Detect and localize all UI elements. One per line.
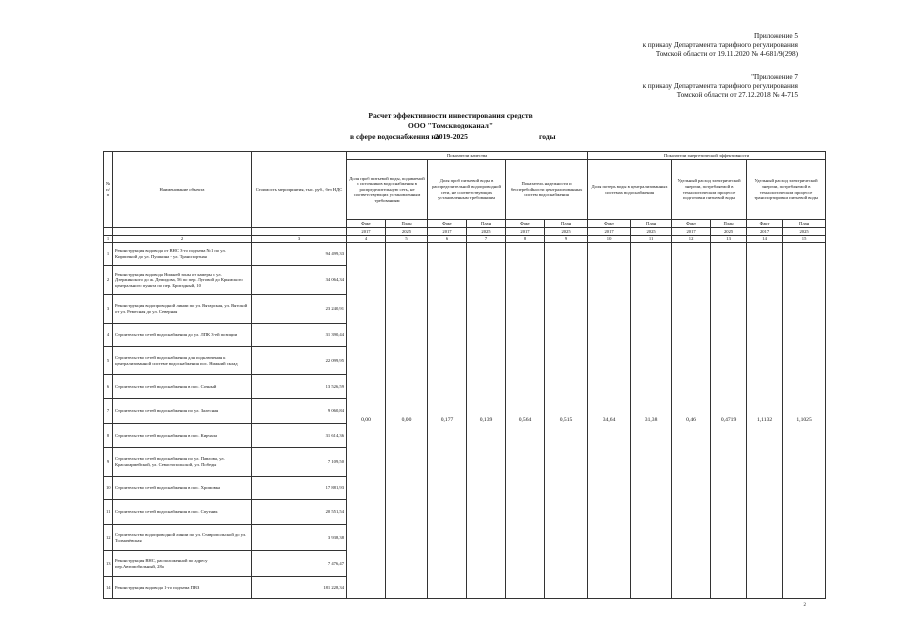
column-number: 7 xyxy=(467,236,506,243)
object-cost: 23 240,91 xyxy=(252,295,347,324)
object-name: Строительство сетей водоснабжения до ул. ЛПК 3-ей позиции xyxy=(113,324,252,347)
object-cost: 34 064,34 xyxy=(252,266,347,295)
object-name: Строительство водопроводной линии по ул. Ставропольской до ул. Толмачёвская xyxy=(113,525,252,551)
company-name: ООО "Томскводоканал" xyxy=(407,121,494,130)
fact-label: Факт xyxy=(588,220,631,228)
value-source-fact: 0,00 xyxy=(347,243,386,599)
year-label: 2017 xyxy=(506,228,545,236)
object-name: Реконструкция водовода Нижней зоны от камеры с ул. Дзержинского до ж. Демидова, 56 по пер. Луговой до Крымского центрального пункта по пер. Бригадный, 10 xyxy=(113,266,252,295)
fact-label: Факт xyxy=(672,220,711,228)
object-name: Строительство сетей водоснабжения в пос. Спутник xyxy=(113,500,252,525)
object-name: Строительство сетей водоснабжения по ул. Залесная xyxy=(113,399,252,424)
previous-appendix-line-2: к приказу Департамента тарифного регулирования xyxy=(642,82,798,90)
year-label: 2025 xyxy=(631,228,672,236)
value-network-fact: 0,177 xyxy=(428,243,467,599)
appendix-line-2: к приказу Департамента тарифного регулирования xyxy=(642,41,798,49)
column-number: 12 xyxy=(672,236,711,243)
group-header-energy: Показатели энергетической эффективности xyxy=(588,152,826,160)
col-header-num: № п/п xyxy=(104,152,113,228)
object-cost: 17 881,93 xyxy=(252,477,347,500)
object-name: Строительство сетей водоснабжения в пос. Хромовка xyxy=(113,477,252,500)
column-number: 8 xyxy=(506,236,545,243)
value-energy-prep-plan: 0,4719 xyxy=(711,243,747,599)
value-losses-fact: 34,64 xyxy=(588,243,631,599)
subtitle-prefix: в сфере водоснабжения на xyxy=(350,132,440,141)
document-title: Расчет эффективности инвестирования средств xyxy=(368,111,533,120)
row-number: 8 xyxy=(104,424,113,448)
column-number: 13 xyxy=(711,236,747,243)
sub-header-network-samples: Доля проб питьевой воды в распределительной водопроводной сети, не соответствующих установленным требованиям xyxy=(428,160,506,220)
document-subtitle xyxy=(350,132,556,141)
row-number: 6 xyxy=(104,375,113,399)
column-number: 15 xyxy=(783,236,826,243)
efficiency-table xyxy=(103,151,826,599)
sub-header-water-losses: Доля потерь воды в централизованных системах водоснабжения xyxy=(588,160,672,220)
object-cost: 7 109,50 xyxy=(252,448,347,477)
object-name: Реконструкция водовода 1-го подъема ПВЗ xyxy=(113,577,252,599)
object-cost: 9 060,84 xyxy=(252,399,347,424)
year-label: 2025 xyxy=(467,228,506,236)
column-number: 1 xyxy=(104,236,113,243)
column-number: 9 xyxy=(545,236,588,243)
row-number: 2 xyxy=(104,266,113,295)
object-name: Реконструкция водовода от ВНС 3-го подъема №1 по ул. Кирпичной до ул. Пушкина - ул. Транспортная xyxy=(113,243,252,266)
row-number: 13 xyxy=(104,551,113,577)
object-cost: 31 614,36 xyxy=(252,424,347,448)
fact-label: Факт xyxy=(347,220,386,228)
row-number: 7 xyxy=(104,399,113,424)
value-source-plan: 0,00 xyxy=(386,243,428,599)
previous-appendix-header xyxy=(643,73,798,100)
table-row xyxy=(104,243,826,266)
year-label: 2017 xyxy=(347,228,386,236)
column-number: 3 xyxy=(252,236,347,243)
col-header-cost: Стоимость мероприятия, тыс. руб., без НДС xyxy=(252,152,347,228)
value-energy-transport-fact: 1,1132 xyxy=(747,243,783,599)
year-label: 2017 xyxy=(588,228,631,236)
year-label: 2025 xyxy=(545,228,588,236)
sub-header-source-samples: Доля проб питьевой воды, подаваемой с источников водоснабжения в распределительную сеть, не соответствующих установленным требованиям xyxy=(347,160,428,220)
year-label: 2017 xyxy=(747,228,783,236)
row-number: 1 xyxy=(104,243,113,266)
fact-label: Факт xyxy=(506,220,545,228)
row-number: 9 xyxy=(104,448,113,477)
subtitle-suffix: годы xyxy=(539,132,556,141)
year-label: 2025 xyxy=(386,228,428,236)
plan-label: План xyxy=(783,220,826,228)
value-network-plan: 0,139 xyxy=(467,243,506,599)
object-name: Реконструкция водопроводной линии по ул. Вятарская, ул. Вятской от ул. Ремесная до ул. Северная xyxy=(113,295,252,324)
plan-label: План xyxy=(631,220,672,228)
appendix-line-1: Приложение 5 xyxy=(754,32,798,40)
object-cost: 181 228,34 xyxy=(252,577,347,599)
row-number: 12 xyxy=(104,525,113,551)
row-number: 11 xyxy=(104,500,113,525)
object-cost: 22 099,95 xyxy=(252,347,347,375)
sub-header-energy-preparation: Удельный расход электрической энергии, потребляемой в технологическом процессе подготовки питьевой воды xyxy=(672,160,747,220)
column-number: 2 xyxy=(113,236,252,243)
row-number: 14 xyxy=(104,577,113,599)
row-number: 5 xyxy=(104,347,113,375)
value-energy-transport-plan: 1,1025 xyxy=(783,243,826,599)
column-number: 5 xyxy=(386,236,428,243)
year-label: 2025 xyxy=(711,228,747,236)
previous-appendix-line-3: Томской области от 27.12.2018 № 4-715 xyxy=(676,91,798,99)
plan-label: План xyxy=(386,220,428,228)
col-header-name: Наименование объекта xyxy=(113,152,252,228)
sub-header-energy-transport: Удельный расход электрической энергии, потребляемой в технологическом процессе транспортировки питьевой воды xyxy=(747,160,826,220)
column-number: 10 xyxy=(588,236,631,243)
fact-label: Факт xyxy=(428,220,467,228)
group-header-quality: Показатели качества xyxy=(347,152,588,160)
column-number: 11 xyxy=(631,236,672,243)
column-number: 6 xyxy=(428,236,467,243)
object-name: Строительство сетей водоснабжения в пос. Сочный xyxy=(113,375,252,399)
year-label: 2017 xyxy=(672,228,711,236)
column-number: 14 xyxy=(747,236,783,243)
appendix-header xyxy=(643,32,798,59)
row-number: 4 xyxy=(104,324,113,347)
object-name: Строительство сетей водоснабжения в пос. Кирчала xyxy=(113,424,252,448)
row-number: 10 xyxy=(104,477,113,500)
fact-label: Факт xyxy=(747,220,783,228)
column-number: 4 xyxy=(347,236,386,243)
period-years: 2019-2025 xyxy=(435,132,468,141)
year-label: 2017 xyxy=(428,228,467,236)
object-cost: 7 476,47 xyxy=(252,551,347,577)
object-cost: 31 390,44 xyxy=(252,324,347,347)
value-reliability-fact: 0,564 xyxy=(506,243,545,599)
object-name: Реконструкция ВНС, расположенной по адресу пер.Автомобильный, 28а xyxy=(113,551,252,577)
sub-header-reliability: Показатель надежности и бесперебойности централизованных систем водоснабжения xyxy=(506,160,588,220)
object-cost: 94 499,33 xyxy=(252,243,347,266)
object-cost: 13 526,59 xyxy=(252,375,347,399)
plan-label: План xyxy=(467,220,506,228)
plan-label: План xyxy=(545,220,588,228)
value-losses-plan: 31,38 xyxy=(631,243,672,599)
object-name: Строительство сетей водоснабжения по ул. Павлова, ул. Красноармейской, ул. Севастопольской, ул. Победы xyxy=(113,448,252,477)
plan-label: План xyxy=(711,220,747,228)
value-reliability-plan: 0,515 xyxy=(545,243,588,599)
year-label: 2025 xyxy=(783,228,826,236)
object-cost: 3 938,38 xyxy=(252,525,347,551)
value-energy-prep-fact: 0,46 xyxy=(672,243,711,599)
object-name: Строительство сетей водоснабжения для подключения к централизованной системе водоснабжения пос. Нижний склад xyxy=(113,347,252,375)
appendix-line-3: Томской области от 19.11.2020 № 4-681/9(298) xyxy=(655,50,798,58)
row-number: 3 xyxy=(104,295,113,324)
object-cost: 20 551,54 xyxy=(252,500,347,525)
page-number: 2 xyxy=(803,603,806,608)
previous-appendix-line-1: "Приложение 7 xyxy=(751,73,798,81)
